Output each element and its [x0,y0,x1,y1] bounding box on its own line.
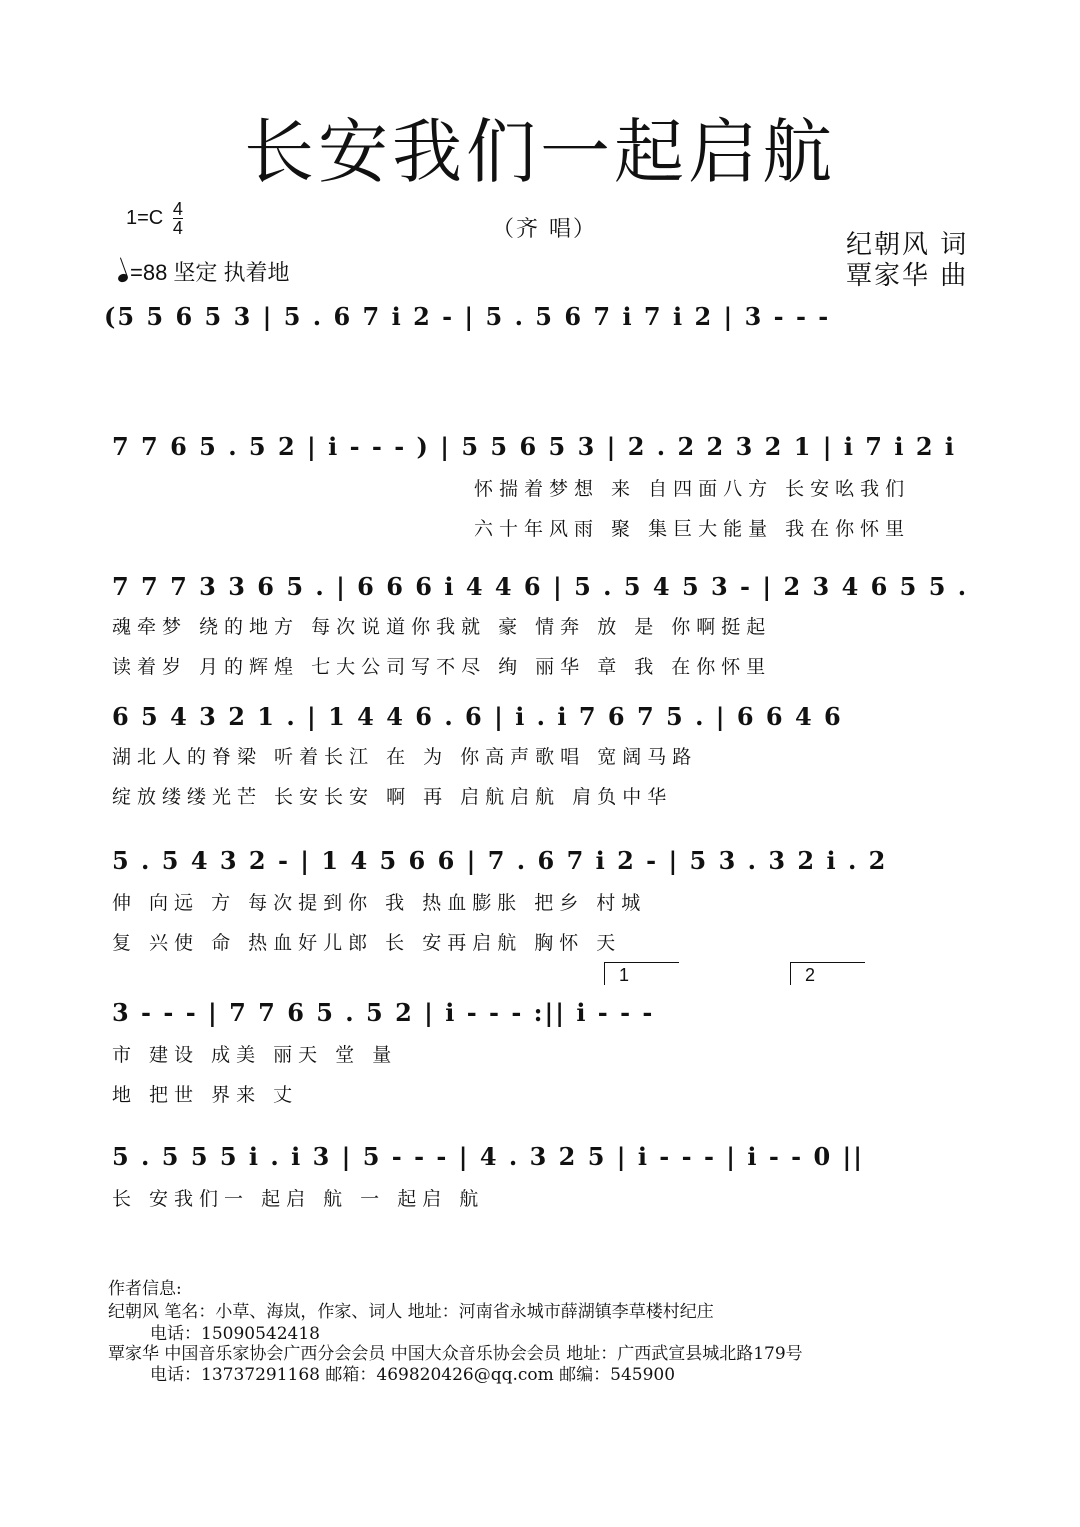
performance-style: （齐 唱） [492,217,597,242]
time-signature [173,200,183,237]
quarter-note-icon [117,273,129,284]
lyrics-row-2-verse-1: 怀揣着梦想 来 自四面八方 长安吆我们 [474,478,911,500]
second-ending-label: 2 [805,965,816,985]
first-ending-label: 1 [619,965,630,985]
notation-row-5: 5 . 5 4 3 2 - | 1 4 5 6 6 | 7 . 6 7 i 2 - | 5 3 . 3 2 i . 2 [112,846,888,875]
lyricist-credit: 纪朝风 词 [846,230,969,260]
author-info-line-4: 电话：13737291168 邮箱：469820426@qq.com 邮编：545900 [150,1365,676,1385]
notation-row-7: 5 . 5 5 5 i . i 3 | 5 - - - | 4 . 3 2 5 | i - - - | i - - 0 || [112,1142,864,1171]
lyrics-row-3-verse-1: 魂牵梦 绕的地方 每次说道你我就 豪 情奔 放 是 你啊挺起 [112,616,772,638]
first-ending-bracket [604,962,679,985]
lyrics-row-5-verse-1: 伸 向远 方 每次提到你 我 热血膨胀 把乡 村城 [112,892,647,914]
lyrics-row-3-verse-2: 读着岁 月的辉煌 七大公司写不尽 绚 丽华 章 我 在你怀里 [112,656,772,678]
notation-row-1: (5 5 6 5 3 | 5 . 6 7 i 2 - | 5 . 5 6 7 i 7 i 2 | 3 - - - [104,302,831,331]
lyrics-row-4-verse-2: 绽放缕缕光芒 长安长安 啊 再 启航启航 肩负中华 [112,786,673,808]
key-label: 1=C [126,206,164,229]
lyrics-row-6-verse-1: 市 建设 成美 丽天 堂 量 [112,1044,398,1066]
author-info-line-1: 纪朝风 笔名：小草、海岚，作家、词人 地址：河南省永城市薛湖镇李草楼村纪庄 [108,1302,714,1322]
time-numerator: 4 [172,199,183,219]
second-ending-bracket [790,962,865,985]
tempo-text: =88 坚定 执着地 [130,260,290,285]
notation-row-3: 7 7 7 3 3 6 5 . | 6 6 6 i 4 4 6 | 5 . 5 4 5 3 - | 2 3 4 6 5 5 . [112,572,969,601]
lyrics-row-6-verse-2: 地 把世 界来 丈 [112,1084,299,1106]
author-info-line-3: 覃家华 中国音乐家协会广西分会会员 中国大众音乐协会会员 地址：广西武宣县城北路179号 [108,1344,803,1364]
author-info-heading: 作者信息: [108,1279,182,1299]
author-info-line-2: 电话：15090542418 [150,1324,320,1344]
lyrics-row-2-verse-2: 六十年风雨 聚 集巨大能量 我在你怀里 [474,518,911,540]
lyrics-row-5-verse-2: 复 兴使 命 热血好儿郎 长 安再启航 胸怀 天 [112,932,622,954]
notation-row-2: 7 7 6 5 . 5 2 | i - - - ) | 5 5 6 5 3 | 2 . 2 2 3 2 1 | i 7 i 2 i [112,432,956,461]
song-title: 长安我们一起启航 [244,111,836,193]
composer-credit: 覃家华 曲 [846,261,969,291]
lyrics-row-4-verse-1: 湖北人的脊梁 听着长江 在 为 你高声歌唱 宽阔马路 [112,746,698,768]
key-signature [126,200,183,237]
notation-row-4: 6 5 4 3 2 1 . | 1 4 4 6 . 6 | i . i 7 6 7 5 . | 6 6 4 6 [112,702,843,731]
notation-row-6: 3 - - - | 7 7 6 5 . 5 2 | i - - - :|| i - - - [112,998,655,1027]
lyrics-row-7-verse-1: 长 安我们一 起启 航 一 起启 航 [112,1188,485,1210]
tempo-marking [118,256,290,287]
time-denominator: 4 [172,218,183,238]
